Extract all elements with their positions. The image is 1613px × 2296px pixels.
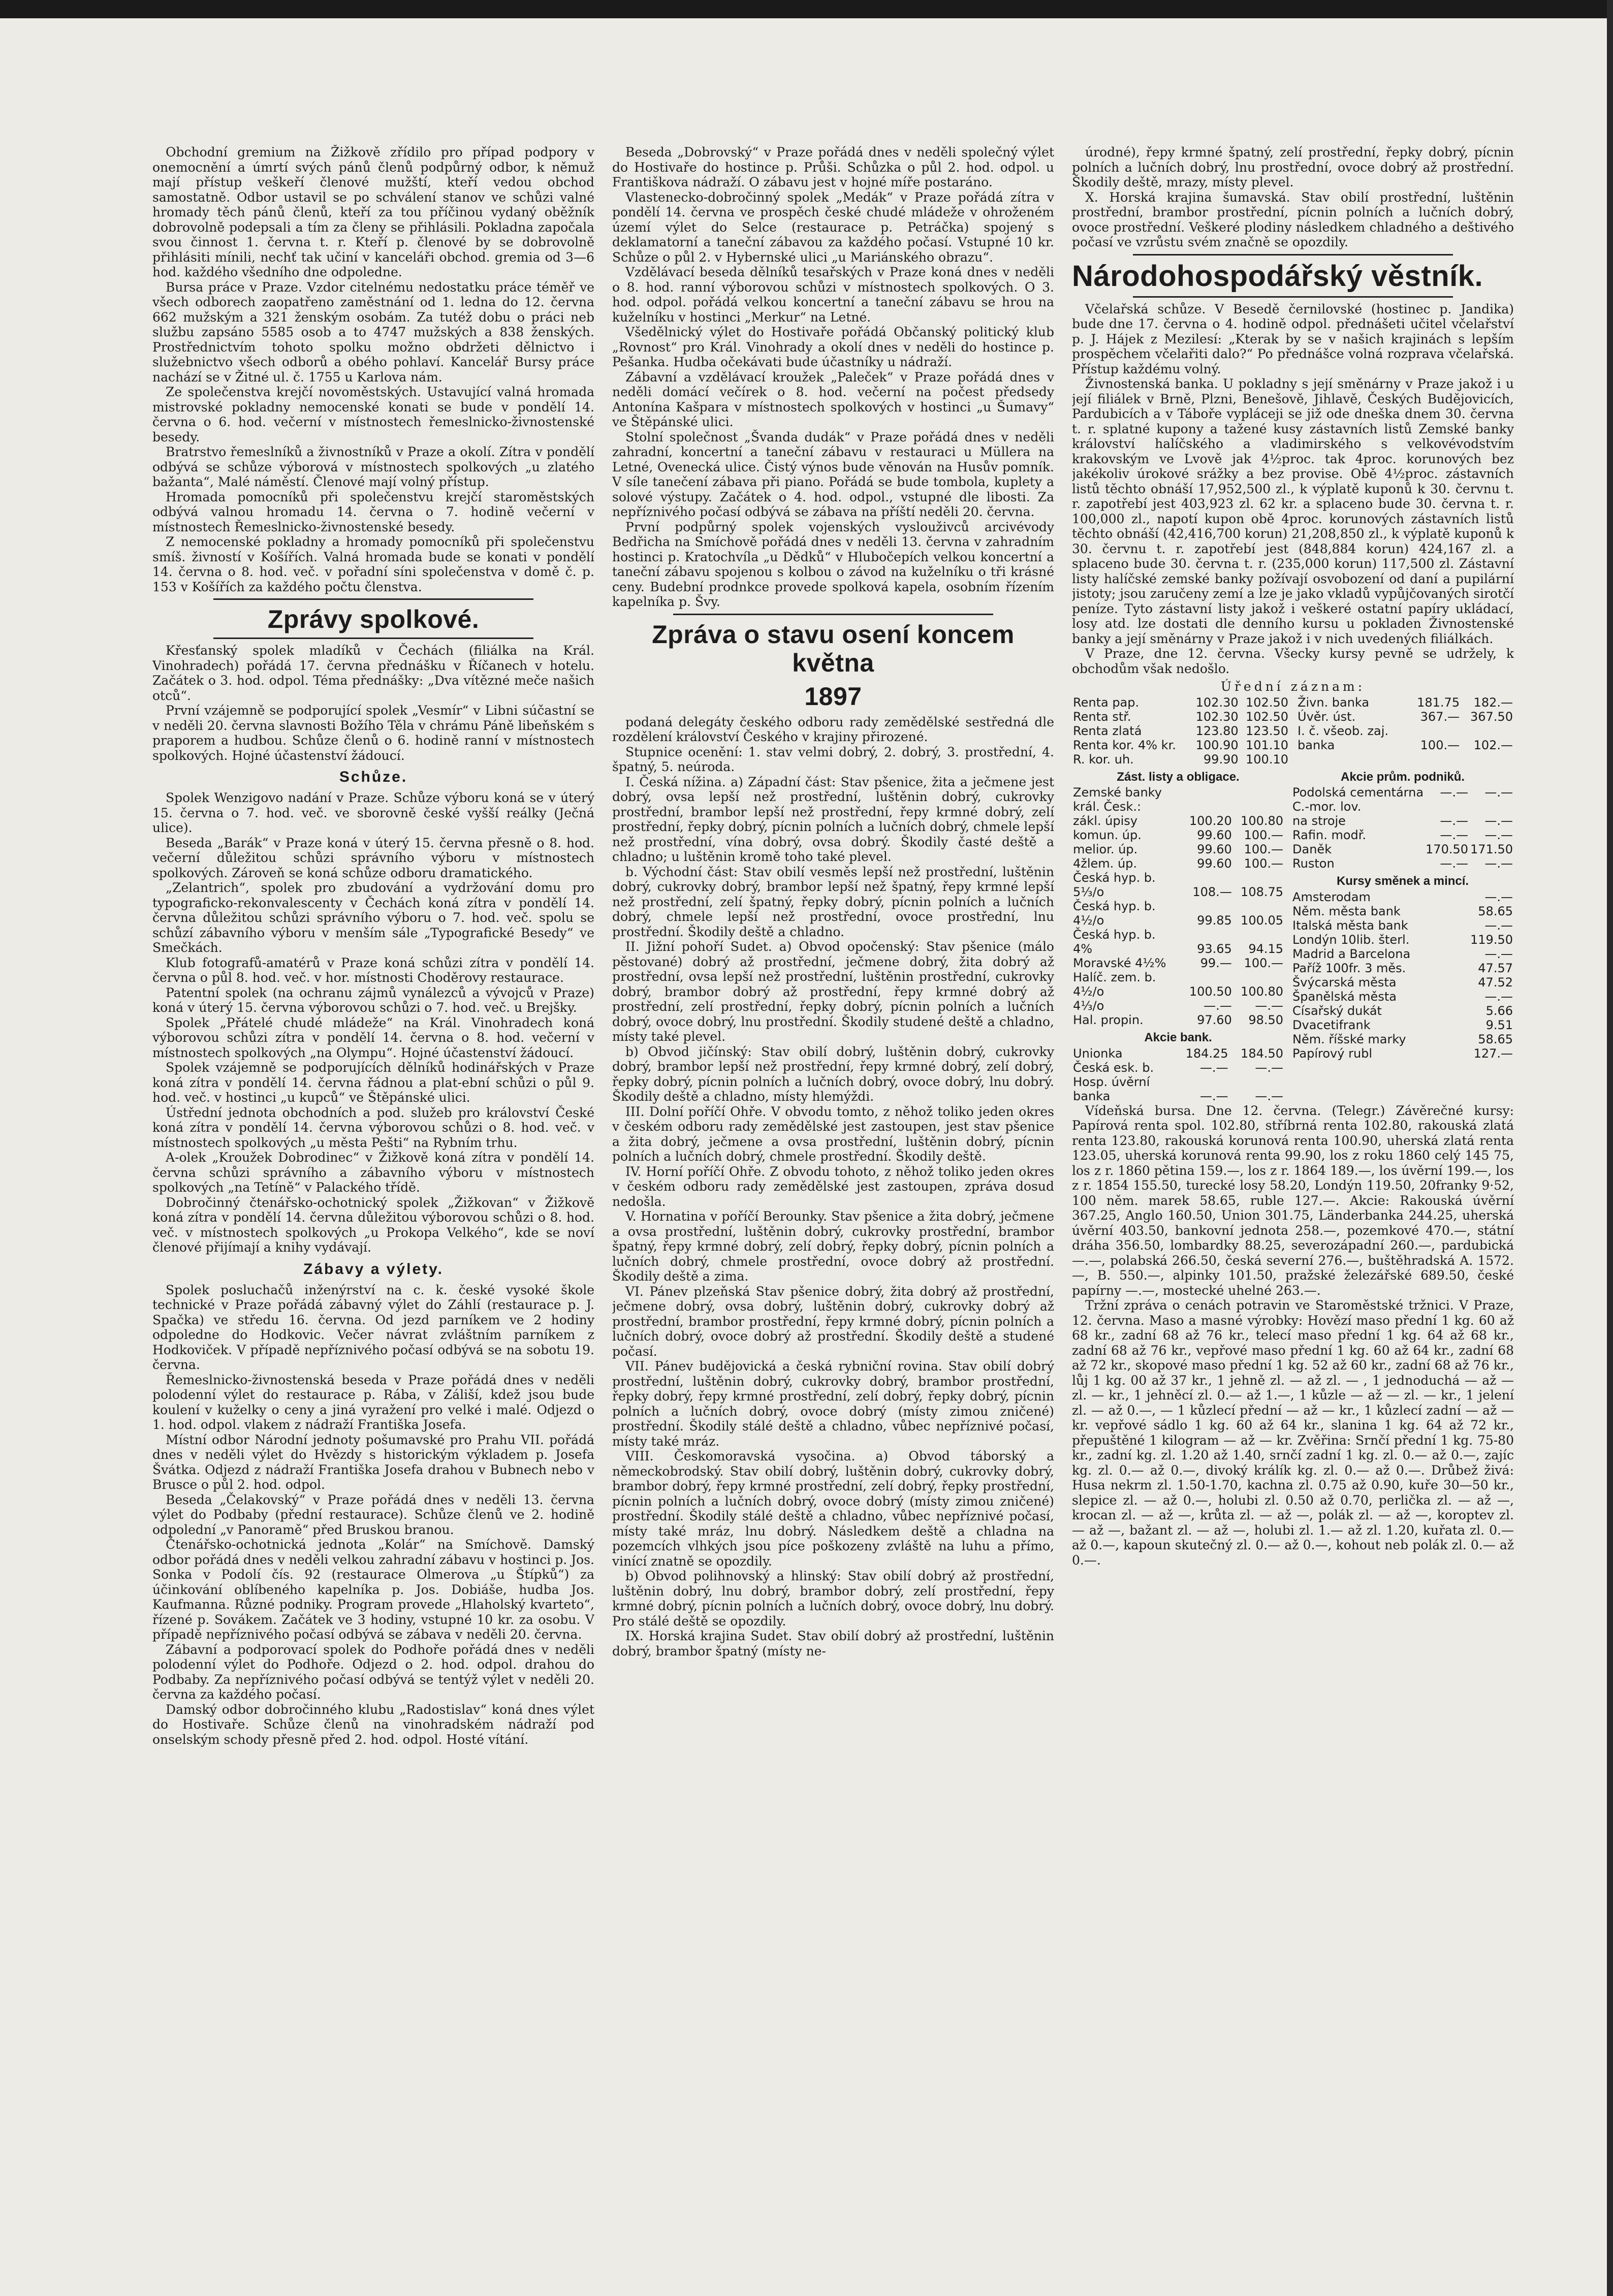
report-ceska-nizina-vychod: b. Východní část: Stav obilí vesměs lepší než prostřední, luštěnin dobrý, cukrovky dobrý, brambor lepší než špatný, řepy krmné lepší než prostřední, zelí špatný, řepky dobrý, pícnin polních a lučních dobrý, chmele lepší než prostřední, ovoce prostřední, lnu prostřední. Škodily deště a chladno. bbox=[612, 864, 1054, 939]
quote-value: 97.60 bbox=[1197, 1013, 1232, 1027]
article-bursa-prace: Bursa práce v Praze. Vzdor citelnému nedostatku práce téměř ve všech odborech zaopatřeno zaměstnání od 1. ledna do 12. června 662 mužským a 321 ženským osobám. Za tutéž dobu o práci neb službu zapsáno 5585 osob a to 4747 mužských a 838 ženských. Prostřednictvím tohoto spolku možno obdržeti dělnictvo i služebnictvo všech odborů a obého pohlaví. Kancelář Bursy práce nachází se v Žitné ul. č. 1755 u Karlova nám. bbox=[152, 279, 594, 385]
article-videnska-bursa: Vídeňská bursa. Dne 12. června. (Telegr.) Závěrečné kursy: Papírová renta spol. 102.80, stříbrná renta 102.80, rakouská zlatá renta 123.80, rakouská korunová renta 100.90, uherská zlatá renta 123.05, uherská korunová renta 99.90, los z roku 1860 celý 145 75, los z r. 1860 pětina 159.—, los z r. 1864 189.—, los úvěrní 199.—, los z r. 1854 155.50, turecké losy 58.20, Londýn 119.50, 20franky 9·52, 100 něm. marek 58.65, ruble 127.—. Akcie: Rakouská úvěrní 367.25, Anglo 160.50, Union 301.75, Länderbanka 244.25, uherská úvěrní 403.50, bankovní jednota 258.—, pozemkové 470.—, státní dráha 356.50, lombardky 88.25, severozápadní 260.—, pardubická —.—, polabská 266.50, česká severní 276.—, buštěhradská A. 1572.—, B. 550.—, alpinky 101.50, pražské železářské 689.50, české papírny —.—, mostecké uhelné 263.—. bbox=[1072, 1103, 1514, 1298]
quote-value bbox=[1233, 970, 1284, 984]
heading-year: 1897 bbox=[804, 682, 862, 711]
quote-row bbox=[1291, 904, 1514, 918]
report-jicin: b) Obvod jičínský: Stav obilí dobrý, luštěnin dobrý, cukrovky dobrý, brambor lepší než prostřední, řepy krmné dobrý, zelí dobrý, řepky dobrý, pícnin polních a lučních dobrý, ovoce dobrý, lnu dobrý. Škodily deště a chladno, místy hlemýždi. bbox=[612, 1044, 1054, 1104]
quote-row bbox=[1291, 890, 1514, 904]
quote-label: Italská města bank bbox=[1292, 918, 1408, 933]
akcie-prum-table bbox=[1291, 785, 1514, 871]
quote-label: král. Česk.: bbox=[1073, 800, 1142, 814]
quotes-left bbox=[1072, 695, 1289, 767]
quote-row bbox=[1072, 842, 1284, 856]
report-budejovice: VII. Pánev budějovická a česká rybniční rovina. Stav obilí dobrý prostřední, luštěnin dobrý, cukrovky dobrý, brambor prostřední, řepky dobrý, řepy krmné prostřední, zelí dobrý, řepky dobrý, pícnin polních a lučních dobrý, ovoce dobrý (místy zimou zničené) prostřední. Škodily stálé deště a chladno, vůbec nepříznivé počasí, místy také mráz. bbox=[612, 1359, 1054, 1449]
quotes-right bbox=[1296, 695, 1514, 767]
quote-row bbox=[1291, 800, 1514, 814]
quote-label: Něm. říšské marky bbox=[1292, 1032, 1406, 1046]
quote-label: Daněk bbox=[1292, 842, 1332, 856]
article-celakovsky: Beseda „Čelakovský“ v Praze pořádá dnes v neděli 13. června výlet do Podbaby (přední restaurace). Schůze členů ve 2. hodině odpolední „v Panoramě“ před Bruskou branou. bbox=[152, 1492, 594, 1537]
quote-value bbox=[1182, 800, 1233, 814]
report-sumava: X. Horská krajina šumavská. Stav obilí prostřední, luštěnin prostřední, brambor prostřední, pícnin polních a lučních dobrý, ovoce prostřední. Veškeré plodiny následkem chladného a deštivého počasí ve vzrůstu svém značně se opozdily. bbox=[1072, 189, 1514, 249]
quote-row bbox=[1291, 842, 1514, 856]
quote-value: 184.50 bbox=[1241, 1046, 1284, 1061]
report-vysocina-tabor: VIII. Českomoravská vysočina. a) Obvod táborský a německobrodský. Stav obilí dobrý, luštěnin dobrý, cukrovky dobrý, brambor dobrý, řepy krmné prostřední, zelí dobrý, řepky prostřední, pícnin polních a lučních dobrý, ovoce dobrý (místy zimou zničené) prostřední. Škodily stálé deště a chladno, vůbec nepříznivé počasí, místy také mráz, lnu dobrý. Následkem deště a chladna na pozemcích vlhkých jsou píce poškozeny zvláště na luhu a přímo, vinící znatně se opozdily. bbox=[612, 1449, 1054, 1569]
quote-value: 100.80 bbox=[1241, 814, 1284, 828]
article-patentni: Patentní spolek (na ochranu zájmů vynálezců a vývojců v Praze) koná v úterý 15. června výborovou schůzi o 7. hod. več. u Brejšky. bbox=[152, 985, 594, 1015]
quote-value bbox=[1182, 928, 1233, 942]
quote-row bbox=[1296, 738, 1514, 752]
section-rule bbox=[1133, 296, 1453, 298]
quote-row bbox=[1072, 800, 1284, 814]
quote-value: —.— bbox=[1484, 828, 1513, 842]
quote-label: Podolská cementárna bbox=[1292, 785, 1424, 800]
quotes-bottom-right bbox=[1291, 767, 1514, 1103]
quote-label: banka bbox=[1298, 738, 1335, 752]
quote-label: Něm. města bank bbox=[1292, 904, 1401, 918]
quote-value: —.— bbox=[1484, 989, 1513, 1004]
quote-value: 99.90 bbox=[1203, 752, 1239, 767]
quote-label: Papírový rubl bbox=[1292, 1046, 1373, 1061]
zast-listy-table bbox=[1072, 785, 1284, 1027]
quote-value: 100.— bbox=[1244, 956, 1284, 970]
article-krejci: Ze společenstva krejčí novoměstských. Ustavující valná hromada mistrovské pokladny nemocenské konati se bude v pondělí 14. června o 6. hod. večerní v místnostech řemeslnicko-živnostenské besedy. bbox=[152, 385, 594, 444]
quote-label: Živn. banka bbox=[1298, 695, 1370, 710]
article-foto-klub: Klub fotografů-amatérů v Praze koná schůzi zítra v pondělí 14. června o půl 8. hod. več. v hor. místnosti Choděrovy restaurace. bbox=[152, 955, 594, 985]
quote-value: —.— bbox=[1255, 1060, 1284, 1075]
quote-label: Unionka bbox=[1073, 1046, 1123, 1061]
quote-label: I. č. všeob. zaj. bbox=[1298, 723, 1389, 738]
section-rule bbox=[1133, 254, 1453, 256]
article-wenzigovo: Spolek Wenzigovo nadání v Praze. Schůze výboru koná se v úterý 15. června o 7. hod. več. ve sborovně české vyšší reálky (Ječná ulice). bbox=[152, 790, 594, 835]
quote-value: 101.10 bbox=[1246, 738, 1288, 752]
quote-value bbox=[1233, 871, 1284, 885]
section-heading-zpravy-spolkove: Zprávy spolkové. bbox=[267, 605, 480, 633]
article-hromada-pomocniku: Hromada pomocníků při společenstvu krejčí staroměstských odbývá valnou hromadu 14. června o 7. hodině večerní v místnostech Řemeslnicko-živnostenské besedy. bbox=[152, 489, 594, 534]
quote-row bbox=[1072, 752, 1289, 767]
quote-label: Česká hyp. b. bbox=[1073, 899, 1156, 913]
quote-value: 102.30 bbox=[1195, 695, 1239, 710]
quote-value: 102.50 bbox=[1246, 695, 1288, 710]
quote-value: 98.50 bbox=[1248, 1013, 1284, 1027]
quote-label: melior. úp. bbox=[1073, 842, 1138, 856]
report-polihnov: b) Obvod polihnovský a hlinský: Stav obilí dobrý až prostřední, luštěnin dobrý, lnu dobrý, brambor dobrý, zelí prostřední, řepy krmné dobrý, pícnin polních a lučních dobrý, ovoce dobrý, lnu dobrý. Pro stálé deště se opozdily. bbox=[612, 1569, 1054, 1629]
column-1 bbox=[152, 145, 594, 2248]
report-ceska-nizina-zapad: I. Česká nížina. a) Západní část: Stav pšenice, žita a ječmene jest dobrý, ovsa lepší než prostřední, luštěnin dobrý, cukrovky prostřední, brambor lepší než prostřední, řepy krmné dobrý, zelí prostřední, řepky dobrý, pícnin polních a lučních dobrý, chmele lepší než prostřední, vína dobrý, ovsa dobrý. Škodily časté deště a chladno; u luštěnin kromě toho také plevel. bbox=[612, 774, 1054, 864]
quotes-bottom bbox=[1072, 767, 1514, 1103]
quote-value: 100.— bbox=[1244, 828, 1284, 842]
quote-value: 102.30 bbox=[1195, 709, 1239, 724]
quote-value: 94.15 bbox=[1248, 942, 1284, 956]
report-intro: podaná delegáty českého odboru rady zemědělské sestředná dle rozdělení království Českého v krajiny přirozené. bbox=[612, 714, 1054, 744]
quote-row bbox=[1072, 899, 1284, 913]
article-nemocenska-pokladna: Z nemocenské pokladny a hromady pomocníků při společenstvu smíš. živností v Košířích. Valná hromada bude se konati v pondělí 14. června o 8. hod. več. v pořadní síni společenstva v domě č. p. 153 v Košířích za každého počtu členstva. bbox=[152, 534, 594, 594]
quote-value: 170.50 bbox=[1426, 842, 1469, 856]
quote-label: komun. úp. bbox=[1073, 828, 1142, 842]
quotes-header: Úřední záznam: bbox=[1220, 679, 1366, 694]
quote-value bbox=[1182, 970, 1233, 984]
article-obchodni-gremium: Obchodní gremium na Žižkově zřídilo pro případ podpory v onemocnění a úmrtí svých pánů členů podpůrný odbor, k němuž mají přístup veškeří členové mužští, kteří vedou obchod samostatně. Odbor ustavil se po schválení stanov ve schůzi valné hromady těch pánů členů, kteří za tou příčinou vydaný oběžník dobrovolně podepsali a tím za členy se přihlásili. Pokladna započala svou činnost 1. června t. r. Kteří p. členové by se dobrovolně přihlásiti mínili, nechť tak učiní v kanceláři obchod. gremia od 3—6 hod. každého všedního dne odpoledne. bbox=[152, 145, 594, 279]
quote-row bbox=[1291, 947, 1514, 961]
quote-value: 100.05 bbox=[1241, 913, 1284, 928]
article-barak: Beseda „Barák“ v Praze koná v úterý 15. června přesně o 8. hod. večerní důležitou schůzi správního výboru v místnostech spolkových. Zároveň se koná schůze odboru dramatického. bbox=[152, 835, 594, 880]
quote-value bbox=[1233, 928, 1284, 942]
column-2 bbox=[612, 145, 1054, 2248]
quote-value: —.— bbox=[1440, 814, 1469, 828]
subheading-schuze: Schůze. bbox=[339, 769, 408, 785]
article-vyslouzilci: První podpůrný spolek vojenských vyslouživců arcivévody Bedřicha na Smíchově pořádá dnes v neděli 13. června v zahradním hostinci p. Kratochvíla „u Dědků“ v Hlubočepích velkou koncertní a taneční zábavu spojenou s kolbou o závod na kuželníku o tři krásné ceny. Budební prodnkce provede spolková kapela, osobním řízením kapelníka p. Švy. bbox=[612, 519, 1054, 609]
quote-value: 367.— bbox=[1420, 709, 1460, 724]
quote-row bbox=[1291, 785, 1514, 800]
quote-row bbox=[1072, 999, 1284, 1013]
quote-row bbox=[1072, 928, 1284, 942]
quote-value: 99.60 bbox=[1197, 828, 1232, 842]
quote-label: na stroje bbox=[1292, 814, 1346, 828]
quote-value: 100.— bbox=[1244, 856, 1284, 871]
quote-value: 182.— bbox=[1473, 695, 1513, 710]
subheading-akcie-prum: Akcie prům. podniků. bbox=[1341, 770, 1465, 784]
article-narodni-jednota: Místní odbor Národní jednoty pošumavské pro Prahu VII. pořádá dnes v neděli výlet do Hvězdy s historickým výkladem p. Josefa Švátka. Odjezd z nádraží Františka Josefa drahou v Bubnech nebo v Brusce o půl 2. hod. odpol. bbox=[152, 1432, 594, 1492]
quote-value: 127.— bbox=[1473, 1046, 1513, 1061]
quote-value: —.— bbox=[1440, 828, 1469, 842]
quote-value: 47.52 bbox=[1478, 975, 1513, 990]
quote-value bbox=[1174, 1075, 1229, 1089]
quote-value bbox=[1182, 785, 1233, 800]
quote-value: —.— bbox=[1484, 918, 1513, 933]
quote-value: 171.50 bbox=[1470, 842, 1513, 856]
article-bratrstvo: Bratrstvo řemeslníků a živnostníků v Praze a okolí. Zítra v pondělí odbývá se schůze výborová v místnostech spolkových „u zlatého bažanta“, Malé náměstí. Členové mají volný přístup. bbox=[152, 444, 594, 489]
quote-value: 47.57 bbox=[1478, 961, 1513, 975]
article-krouzek-dobrodinec: A-olek „Kroužek Dobrodinec“ v Žižkově koná zítra v pondělí 14. června schůzi správního a zábavního výboru v místnostech spolkových „na Tetíně“ v Palackého třídě. bbox=[152, 1150, 594, 1195]
quote-label: 4% bbox=[1073, 942, 1093, 956]
quote-value: —.— bbox=[1484, 785, 1513, 800]
section-rule bbox=[213, 598, 533, 600]
article-tesari: Vzdělávací beseda dělníků tesařských v Praze koná dnes v neděli o 8. hod. ranní výborovou schůzi v místnostech spolkových. O 3. hod. odpol. pořádá velkou koncertní a taneční zábavu se hrou na kuželníku v hostinci „Merkur“ na Letné. bbox=[612, 265, 1054, 325]
quote-label: Renta zlatá bbox=[1073, 723, 1142, 738]
quote-row bbox=[1072, 984, 1284, 999]
quote-value bbox=[1233, 800, 1284, 814]
quote-value: 5.66 bbox=[1485, 1003, 1513, 1018]
quote-row bbox=[1072, 1075, 1284, 1089]
quote-row bbox=[1072, 885, 1284, 899]
quote-value: 9.51 bbox=[1485, 1017, 1513, 1032]
quote-row bbox=[1291, 975, 1514, 990]
quote-value bbox=[1233, 785, 1284, 800]
quote-value: —.— bbox=[1199, 1089, 1228, 1103]
quote-label: Renta stř. bbox=[1073, 709, 1131, 724]
quote-label: zákl. úpisy bbox=[1073, 814, 1137, 828]
quotes-right-table bbox=[1296, 695, 1514, 752]
quote-row bbox=[1296, 724, 1514, 738]
quote-value: 93.65 bbox=[1197, 942, 1232, 956]
quote-row bbox=[1291, 918, 1514, 933]
quote-value: 123.80 bbox=[1195, 723, 1239, 738]
quote-label: 4½/o bbox=[1073, 984, 1104, 999]
article-prazska-bursa: V Praze, dne 12. června. Všecky kursy pevně se udržely, k obchodům však nedošlo. bbox=[1072, 646, 1514, 676]
quote-row bbox=[1072, 724, 1289, 738]
quote-label: Hosp. úvěrní bbox=[1073, 1074, 1150, 1089]
report-continued: úrodné), řepy krmné špatný, zelí prostřední, řepky dobrý, pícnin polních a lučních dobrý, lnu prostřední, ovoce dobrý až prostřední. Škodily deště, mrazy, místy plevel. bbox=[1072, 145, 1514, 189]
article-ustredni-jednota: Ústřední jednota obchodních a pod. služeb pro království České koná zítra v pondělí 14. června výborovou schůzi o 8. hod. več. v místnostech spolkových „u města Pešti“ na Rybním trhu. bbox=[152, 1105, 594, 1150]
quote-row bbox=[1072, 956, 1284, 970]
quote-row bbox=[1072, 1061, 1284, 1075]
article-krestansky-spolek: Křesťanský spolek mladíků v Čechách (filiálka na Král. Vinohradech) pořádá 17. června přednášku v Říčanech v hotelu. Začátek o 3. hod. odpol. Téma přednášky: „Dva vítězné meče našich otců“. bbox=[152, 643, 594, 703]
quote-value: —.— bbox=[1440, 856, 1469, 871]
quote-value bbox=[1229, 1075, 1284, 1089]
quote-row bbox=[1072, 913, 1284, 928]
article-rovnost: Všedělnický výlet do Hostivaře pořádá Občanský politický klub „Rovnost“ pro Král. Vinohrady a okolí dnes v neděli do hostince p. Pešanka. Hudba očekávati bude účastníky u nádraží. bbox=[612, 325, 1054, 369]
quote-row bbox=[1291, 1046, 1514, 1061]
column-3 bbox=[1072, 145, 1514, 2248]
quote-label: 4½/o bbox=[1073, 913, 1104, 928]
section-rule bbox=[673, 614, 993, 615]
quote-label: Renta pap. bbox=[1073, 695, 1140, 710]
quote-label: C.-mor. lov. bbox=[1292, 800, 1362, 814]
subheading-zabavy: Zábavy a výlety. bbox=[303, 1260, 444, 1278]
quote-value: 108.— bbox=[1192, 885, 1232, 899]
quote-value: —.— bbox=[1484, 946, 1513, 961]
quote-row bbox=[1072, 785, 1284, 800]
report-horni-ohre: IV. Horní poříčí Ohře. Z obvodu tohoto, z něhož toliko jeden okres v českém odboru rady zemědělské jest zastoupen, zpráva dosud nedošla. bbox=[612, 1164, 1054, 1209]
quote-label: Česká hyp. b. bbox=[1073, 871, 1156, 885]
quote-value: 123.50 bbox=[1246, 723, 1288, 738]
article-zizkovan: Dobročinný čtenářsko-ochotnický spolek „Žižkovan“ v Žižkově koná zítra v pondělí 14. června důležitou výborovou schůzi o 8. hod. več. v místnostech spolkových „u Prokopa Velkého“, kde se noví členové přijímají a knihy vydávají. bbox=[152, 1195, 594, 1255]
scan-top-edge bbox=[0, 0, 1613, 18]
quote-value: 181.75 bbox=[1417, 695, 1460, 710]
quote-label: Úvěr. úst. bbox=[1298, 709, 1356, 724]
quote-value: —.— bbox=[1199, 1060, 1228, 1075]
quote-row bbox=[1291, 990, 1514, 1004]
quote-label: Zemské banky bbox=[1073, 785, 1162, 800]
subheading-zast-listy: Zást. listy a obligace. bbox=[1117, 770, 1240, 784]
quote-value: 58.65 bbox=[1478, 904, 1513, 918]
quote-label: banka bbox=[1073, 1089, 1111, 1103]
quote-label: Česká esk. b. bbox=[1073, 1060, 1154, 1075]
quote-row bbox=[1072, 871, 1284, 885]
quote-label: 4⅓/o bbox=[1073, 999, 1104, 1013]
quote-value: 100.50 bbox=[1189, 984, 1232, 999]
quote-row bbox=[1291, 1004, 1514, 1018]
quote-row bbox=[1291, 814, 1514, 828]
quote-row bbox=[1291, 1032, 1514, 1046]
quote-row bbox=[1072, 828, 1284, 842]
quote-row bbox=[1296, 695, 1514, 710]
quote-label: Madrid a Barcelona bbox=[1292, 946, 1411, 961]
quote-value: 99.85 bbox=[1197, 913, 1232, 928]
report-sudety-opocno: II. Jižní pohoří Sudet. a) Obvod opočenský: Stav pšenice (málo pěstované) dobrý až prostřední, ječmene dobrý, žita dobrý až prostřední, ovsa lepší než prostřední, luštěnin prostřední, cukrovky dobrý, brambor dobrý až prostřední, řepy krmné dobrý až prostřední, zelí prostřední, řepky dobrý, pícnin polních a lučních dobrý, ovoce dobrý, lnu prostřední. Škodily studené deště a chladno, místy také plevel. bbox=[612, 939, 1054, 1044]
quote-value: 119.50 bbox=[1470, 932, 1513, 947]
report-berounka: V. Hornatina v poříčí Berounky. Stav pšenice a žita dobrý, ječmene a ovsa prostřední, luštěnin dobrý, cukrovky prostřední, brambor špatný, řepy krmné dobrý, zelí dobrý, řepky dobrý, pícnin polních a lučních dobrý, chmele prostřední, ovoce dobrý až prostřední. Škodily deště a zima. bbox=[612, 1209, 1054, 1284]
article-pratele-mladeze: Spolek „Přátelé chudé mládeže“ na Král. Vinohradech koná výborovou schůzi zítra v pondělí 14. června o 8. hod. večerní v místnostech spolkových „na Olympu“. Hojné účastenství žádoucí. bbox=[152, 1015, 594, 1060]
quote-label: R. kor. uh. bbox=[1073, 752, 1134, 767]
quotes-left-table bbox=[1072, 695, 1289, 767]
quote-value: —.— bbox=[1255, 1089, 1284, 1103]
quote-label: Londýn 10lib. šterl. bbox=[1292, 932, 1410, 947]
subheading-kursy: Kursy směnek a mincí. bbox=[1336, 874, 1469, 888]
quote-value: 58.65 bbox=[1478, 1032, 1513, 1046]
quote-value: —.— bbox=[1440, 785, 1469, 800]
article-kolar: Čtenářsko-ochotnická jednota „Kolár“ na Smíchově. Damský odbor pořádá dnes v neděli velkou zahradní zábavu v hostinci p. Jos. Sonka v Podolí čís. 92 (restaurace Olmerova „u Štípků“) za účinkování oblíbeného kapelníka p. Jos. Dobiáše, hudba Jos. Kaufmanna. Různé podniky. Program provede „Hlaholský kvarteto“, řízené p. Sovákem. Začátek ve 3 hodiny, vstupné 10 kr. za osobu. V případě nepříznivého počasí odbývá se zábava v neděli 20. června. bbox=[152, 1537, 594, 1642]
article-palecek: Zábavní a vzdělávací kroužek „Paleček“ v Praze pořádá dnes v neděli domácí večírek o 8. hod. večerní na počest předsedy Antonína Kašpara v místnostech spolkových v hostinci „u Šumavy“ ve Štěpánské ulici. bbox=[612, 369, 1054, 429]
quote-label: 4žlem. úp. bbox=[1073, 856, 1137, 871]
quote-label: Moravské 4½% bbox=[1073, 956, 1166, 970]
quote-label: Ruston bbox=[1292, 856, 1335, 871]
article-remeslnicka-beseda: Řemeslnicko-živnostenská beseda v Praze pořádá dnes v neděli polodenní výlet do restaurace p. Rába, v Záliší, kdež jsou bude koulení v kuželky o ceny a jiná vyražení pro velké i malé. Odjezd o 1. hod. odpol. vlakem z nádraží Františka Josefa. bbox=[152, 1372, 594, 1432]
quote-label: Renta kor. 4% kr. bbox=[1073, 738, 1176, 752]
section-rule bbox=[213, 637, 533, 639]
quote-label: Císařský dukát bbox=[1292, 1003, 1382, 1018]
quote-value: 100.— bbox=[1420, 738, 1460, 752]
quote-value: 184.25 bbox=[1185, 1046, 1228, 1061]
quote-row bbox=[1072, 695, 1289, 710]
scan-right-edge bbox=[1607, 0, 1613, 2296]
quote-value: 99.60 bbox=[1197, 856, 1232, 871]
article-svanda-dudak: Stolní společnost „Švanda dudák“ v Praze pořádá dnes v neděli zahradní, koncertní a taneční zábavu v restauraci u Müllera na Letné, Ovenecká ulice. Čistý výnos bude věnován na Husův pomník. V síle tanečení zábava při piano. Pořádá se bude tombola, kuplety a solové výstupy. Začátek o 4. hod. odpol., vstupné dle libosti. Za nepříznivého počasí odbývá se zábava na příští neděli 20. června. bbox=[612, 429, 1054, 519]
quote-value bbox=[1233, 899, 1284, 913]
quote-label: Halíč. zem. b. bbox=[1073, 970, 1156, 984]
akcie-bank-table bbox=[1072, 1046, 1284, 1103]
quote-value: —.— bbox=[1204, 999, 1232, 1013]
quote-value: 100.90 bbox=[1195, 738, 1239, 752]
quote-row bbox=[1072, 738, 1289, 752]
quote-row bbox=[1072, 814, 1284, 828]
quote-value: 99.60 bbox=[1197, 842, 1232, 856]
article-podhor: Zábavní a podporovací spolek do Podhoře pořádá dnes v neděli polodenní výlet do Podhoře. Odjezd o 2. hod. odpol. drahou do Podbaby. Za nepříznivého počasí odbývá se tentýž výlet v neděli 20. června za každého počasí. bbox=[152, 1642, 594, 1702]
quote-row bbox=[1072, 942, 1284, 956]
article-hodinari: Spolek vzájemně se podporujících dělníků hodinářských v Praze koná zítra v pondělí 14. června řádnou a plat-ební schůzi o půl 9. hod. več. v hostinci „u kupců“ ve Štěpánské ulici. bbox=[152, 1060, 594, 1105]
quote-row bbox=[1072, 1089, 1284, 1103]
heading-narodohospodarsky-vestnik: Národohospodářský věstník. bbox=[1072, 259, 1483, 293]
article-zivnostenska-banka: Živnostenská banka. U pokladny s její směnárny v Praze jakož i u její filiálek v Brně, Plzni, Benešově, Jihlavě, Českých Budějovicích, Pardubicích a v Táboře vypláceji se již ode dneška dnem 30. června t. r. splatné kupony a tažené kusy zástavních listů Zemské banky království halíčského a vladimirského s velkovévodstvím krakovským ve Lvově jak 4½proc. tak 4proc. korunových bez jakékoliv úrokové srážky a bez provise. Obě 4½proc. zástavních listů těchto obnáší 17,952,500 zl., k výplatě kuponů k 30. červnu t. r. zapotřebí jest 403,923 zl. 62 kr. a splaceno bude 30. června t. r. 100,000 zl., napotí kupon obě 4proc. korunových zástavních listů těchto obnáší (42,416,700 korun) 21,208,850 zl., k výplatě kuponů k 30. červnu t. r. zapotřebí jest (848,884 korun) 424,167 zl. a splaceno bude 30. června t. r. (235,000 korun) 117,500 zl. Zástavní listy halíčské zemské banky požívají osvobození od daní a pupilární jistoty; jsou zaručeny zemí a lze je jako vkladů vypůjčovaných sirotčí peníze. Tyto zástavní listy jakož i veškeré ostatní papíry ukládací, losy atd. lze dostati dle denního kursu u pokladen Živnostenské banky a její směnárny v Praze jakož i v nich uvedených filiálkách. bbox=[1072, 376, 1514, 646]
article-medak: Vlastenecko-dobročinný spolek „Medák“ v Praze pořádá zítra v pondělí 14. června ve prospěch české chudé mládeže v ohroženém území výlet do Selce (restaurace p. Petráčka) spojený s deklamatorní a taneční zábavou za každého počasí. Vstupné 10 kr. Schůze o půl 2. v Hybernské ulici „u Mariánského obrazu“. bbox=[612, 189, 1054, 265]
quote-value bbox=[1407, 724, 1461, 738]
quote-value bbox=[1469, 800, 1514, 814]
quote-label: Švýcarská města bbox=[1292, 975, 1397, 990]
heading-zprava-o-stavu-oseni: Zpráva o stavu osení koncem května bbox=[652, 620, 1015, 677]
quote-row bbox=[1291, 856, 1514, 871]
report-sudety-horska: IX. Horská krajina Sudet. Stav obilí dobrý až prostřední, luštěnin dobrý, brambor špatný (místy ne- bbox=[612, 1629, 1054, 1659]
quote-row bbox=[1291, 1018, 1514, 1032]
kursy-table bbox=[1291, 890, 1514, 1061]
quote-label: 5⅓/o bbox=[1073, 885, 1104, 899]
article-radostislav: Damský odbor dobročinného klubu „Radostislav“ koná dnes výlet do Hostivaře. Schůze členů na vinohradském nádraží pod onselským schody přesně před 2. hod. odpol. Hosté vítání. bbox=[152, 1702, 594, 1747]
quote-row bbox=[1072, 856, 1284, 871]
quote-value: 102.— bbox=[1473, 738, 1513, 752]
report-dolni-ohre: III. Dolní poříčí Ohře. V obvodu tomto, z něhož toliko jeden okres v českém odboru rady zemědělské jest zastoupen, jest stav pšenice a žita dobrý, ječmene a ovsa prostřední, luštěnin dobrý, pícnin polních a lučních dobrý, chmele prostřední. Škodily deště. bbox=[612, 1104, 1054, 1164]
quote-row bbox=[1296, 710, 1514, 724]
quote-value: —.— bbox=[1484, 814, 1513, 828]
quote-row bbox=[1072, 970, 1284, 984]
article-dobrovsky: Beseda „Dobrovský“ v Praze pořádá dnes v neděli společný výlet do Hostivaře do hostince p. Průši. Schůzka o půl 2. hod. odpol. u Františkova nádraží. O zábavu jest v hojné míře postaráno. bbox=[612, 145, 1054, 189]
quote-value: 100.80 bbox=[1241, 984, 1284, 999]
quote-label: Rafin. modř. bbox=[1292, 828, 1367, 842]
quote-value bbox=[1182, 899, 1233, 913]
quote-value: 100.10 bbox=[1246, 752, 1288, 767]
quote-value: 102.50 bbox=[1246, 709, 1288, 724]
quote-row bbox=[1291, 828, 1514, 842]
quote-row bbox=[1072, 1046, 1284, 1061]
subheading-akcie-bank: Akcie bank. bbox=[1144, 1031, 1212, 1044]
quote-value bbox=[1425, 800, 1469, 814]
quote-label: Paříž 100fr. 3 měs. bbox=[1292, 961, 1406, 975]
quote-label: Hal. propin. bbox=[1073, 1013, 1144, 1027]
quote-value: —.— bbox=[1255, 999, 1284, 1013]
quote-row bbox=[1291, 961, 1514, 975]
quote-value: 100.— bbox=[1244, 842, 1284, 856]
quote-value: 100.20 bbox=[1189, 814, 1232, 828]
quote-value: 108.75 bbox=[1241, 885, 1284, 899]
quote-row bbox=[1072, 1013, 1284, 1027]
quote-label: Španělská města bbox=[1292, 989, 1397, 1004]
article-vcelarska-schuze: Včelařská schůze. V Besedě černilovské (hostinec p. Jandika) bude dne 17. června o 4. hodině odpol. přednášeti učitel včelařství p. J. Hájek z Mezilesí: „Kterak by se v našich krajinách s lepším prospěchem včelařiti dalo?“ Po přednášce volná rozprava včelařská. Přístup každému volný. bbox=[1072, 301, 1514, 376]
quote-label: Amsterodam bbox=[1292, 889, 1371, 904]
quote-value: —.— bbox=[1484, 856, 1513, 871]
quote-value: —.— bbox=[1484, 889, 1513, 904]
article-zelantrich: „Zelantrich“, spolek pro zbudování a vydržování domu pro typograficko-rekonvalescenty v Čechách koná zítra v pondělí 14. června důležitou schůzi správního výboru o 7. hod. več. spolu se schůzí zábavního výboru v menším sále „Typografické Besedy“ ve Smečkách. bbox=[152, 880, 594, 955]
quote-value: 99.— bbox=[1200, 956, 1232, 970]
newspaper-page bbox=[152, 145, 1516, 2248]
quote-label: Dvacetifrank bbox=[1292, 1017, 1371, 1032]
quote-row bbox=[1072, 710, 1289, 724]
quote-label: Česká hyp. b. bbox=[1073, 928, 1156, 942]
article-vesmir: První vzájemně se podporující spolek „Vesmír“ v Libni súčastní se v neděli 20. června slavnosti Božího Těla v chrámu Páně libeňském s praporem a hudbou. Schůze členů o 6. hodině ranní v místnostech spolkových. Hojné účastenství žádoucí. bbox=[152, 703, 594, 763]
report-scale: Stupnice ocenění: 1. stav velmi dobrý, 2. dobrý, 3. prostřední, 4. špatný, 5. neúroda. bbox=[612, 744, 1054, 774]
quote-value bbox=[1182, 871, 1233, 885]
quote-row bbox=[1291, 933, 1514, 947]
quotes-top bbox=[1072, 695, 1514, 767]
report-plzen: VI. Pánev plzeňská Stav pšenice dobrý, žita dobrý až prostřední, ječmene dobrý, ovsa dobrý, luštěnin dobrý, cukrovky dobrý až prostřední, brambor prostřední, řepy krmné dobrý, pícnin polních a lučních dobrý, ovoce dobrý až prostřední. Škodily deště a studené počasí. bbox=[612, 1284, 1054, 1359]
quote-value bbox=[1461, 724, 1514, 738]
quote-value: 367.50 bbox=[1470, 709, 1513, 724]
quotes-bottom-left bbox=[1072, 767, 1284, 1103]
article-trzni-zprava: Tržní zpráva o cenách potravin ve Staroměstské tržnici. V Praze, 12. června. Maso a masné výrobky: Hovězí maso přední 1 kg. 60 až 68 kr., zadní 68 až 76 kr., telecí maso přední 1 kg. 64 až 68 kr., zadní 68 až 76 kr., vepřové maso přední 1 kg. 60 až 64 kr., zadní 68 až 72 kr., skopové maso přední 1 kg. 52 až 60 kr., zadní 68 až 76 kr., lůj 1 kg. 00 až 37 kr., 1 jehně zl. — až zl. — , 1 jednoduchá — až — zl. — kr., 1 jehněcí zl. 0.— až 1.—, 1 kůzle — až — zl. — kr., 1 jelení zl. — až 0.—, — 1 kůzlecí přední — až — kr., 1 kůzlecí zadní — až — kr. vepřové sádlo 1 kg. 60 až 64 kr., slanina 1 kg. 64 až 72 kr., přepuštěné 1 kilogram — až — kr. Zvěřina: Srnčí přední 1 kg. 75-80 kr., zadní kg. zl. 1.20 až 1.40, srnčí zadní 1 kg. zl. 0.— až 0.—, zajíc kg. zl. 0.— až 0.—, divoký králík kg. zl. 0.— až 0.—. Drůbež živá: Husa nekrm zl. 1.50-1.70, kachna zl. 0.75 až 0.90, kuře 30—50 kr., slepice zl. — až 0.—, holubi zl. 0.50 až 0.70, perlička zl. — až —, krocan zl. — až —, krůta zl. — až —, polák zl. — až —, koroptev zl. — až —, bažant zl. — až —, holubi zl. 1.— až zl. 1.20, kuřata zl. 0.— až 0.—, kapoun skutečný zl. 0.— až 0.—, kohout neb polák zl. 0.— až 0.—. bbox=[1072, 1298, 1514, 1568]
article-inzenyrstvi: Spolek posluchačů inženýrství na c. k. české vysoké škole technické v Praze pořádá zábavný výlet do Záhlí (restaurace p. J. Spačka) ve středu 16. června. Od jezd parníkem ve 2 hodiny odpoledne do Hodkovic. Večer návrat zvláštním parníkem z Hodkoviček. V případě nepříznivého počasí odbývá se na sobotu 19. června. bbox=[152, 1282, 594, 1372]
